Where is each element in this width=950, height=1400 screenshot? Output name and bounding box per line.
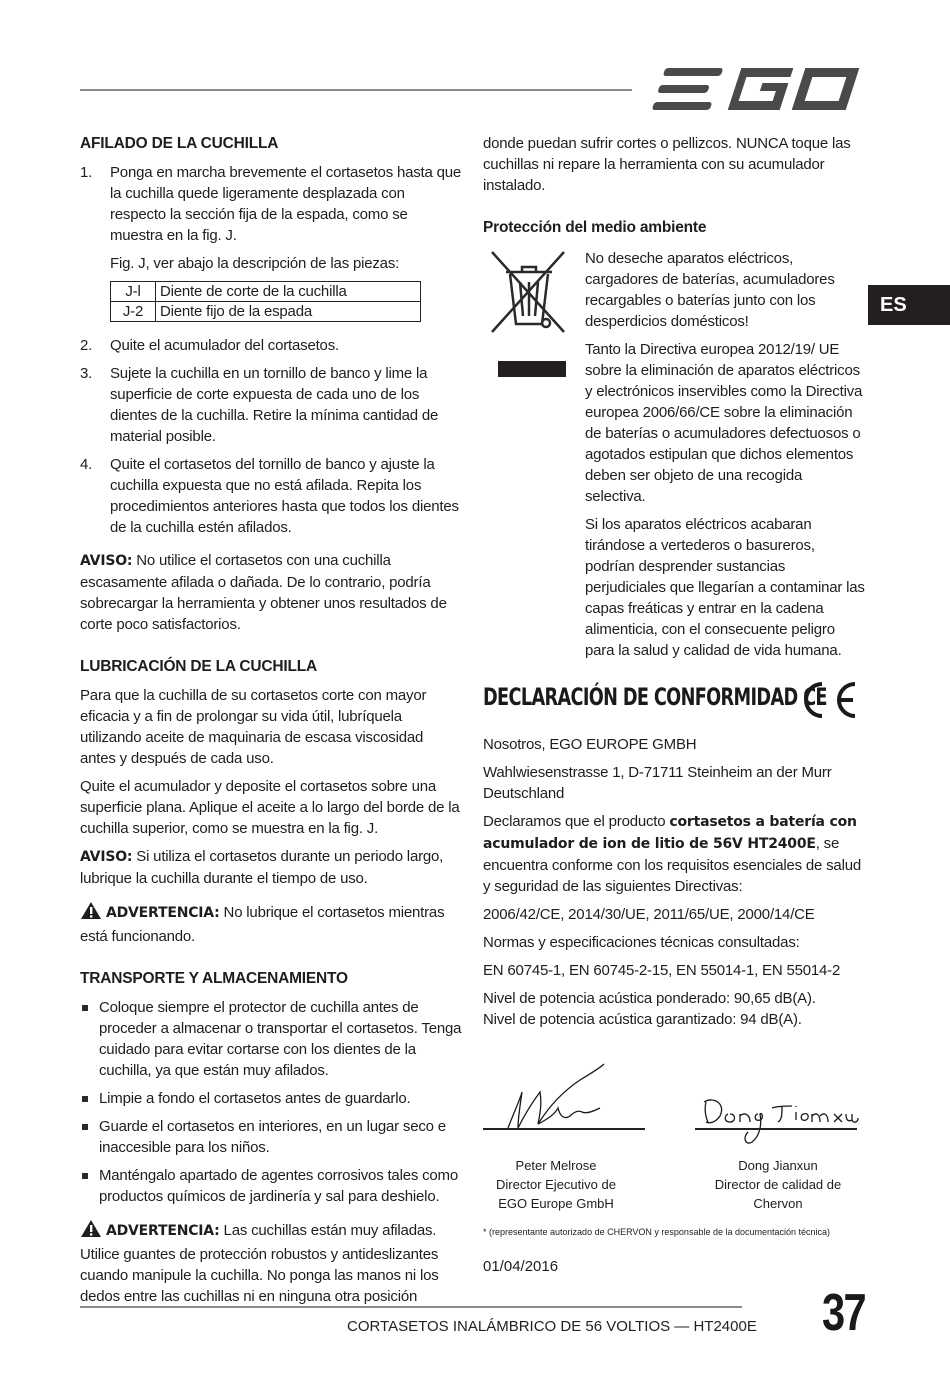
notice-text: No utilice el cortasetos con una cuchilla escasamente afilada o dañada. De lo contrario, podría sobrecargar la herramienta y obtener unos resultados de corte poco satisfactorios. — [80, 552, 447, 633]
warning-label: ADVERTENCIA: — [105, 1223, 220, 1239]
product-name: cortasetos a batería con acumulador de ion de litio de 56V HT2400E — [483, 814, 857, 852]
signature-line-1 — [483, 1128, 645, 1130]
transport-list — [80, 997, 462, 1207]
declaration-text: , se encuentra conforme con los requisitos esenciales de salud y seguridad de las siguientes Directivas: — [483, 835, 861, 895]
declaration-standards-label: Normas y especificaciones técnicas consultadas: — [483, 934, 800, 951]
declaration-text: Declaramos que el producto — [483, 813, 670, 830]
noise-weighted: Nivel de potencia acústica ponderado: 90,65 dB(A). — [483, 990, 816, 1007]
language-tab: ES — [868, 285, 950, 325]
signature-line-2 — [695, 1128, 857, 1130]
notice-label: AVISO: — [80, 849, 133, 865]
footer-title: CORTASETOS INALÁMBRICO DE 56 VOLTIOS — HT2400E — [347, 1318, 757, 1335]
signatory-org: EGO Europe GmbH — [498, 1196, 614, 1211]
footer-rule — [80, 1306, 742, 1308]
step-text: Ponga en marcha brevemente el cortasetos hasta que la cuchilla quede ligeramente desplazada con respecto la sección fija de la espada, como se muestra en la fig. J. — [110, 164, 462, 244]
step-number: 1. — [80, 164, 93, 181]
notice-text: Si utiliza el cortasetos durante un periodo largo, lubrique la cuchilla durante el tiempo de uso. — [80, 848, 444, 887]
warning-icon — [80, 901, 102, 926]
part-desc: Diente fijo de la espada — [156, 302, 421, 322]
signatory-2 — [690, 1156, 866, 1213]
signatory-role: Director Ejecutivo de — [496, 1177, 616, 1192]
declaration-title — [483, 683, 827, 711]
lube-paragraph-2: Quite el acumulador y deposite el cortasetos sobre una superficie plana. Aplique el aceite a lo largo del borde de la cuchilla superior, como se muestra en la fig. J. — [80, 778, 460, 837]
left-column — [80, 133, 462, 1314]
parts-table — [110, 281, 421, 322]
section-title-lube: LUBRICACIÓN DE LA CUCHILLA — [80, 658, 318, 675]
declaration-noise — [483, 988, 865, 1030]
step-1 — [80, 162, 462, 246]
step-number: 4. — [80, 456, 93, 473]
header-rule — [80, 89, 632, 91]
part-id: J-2 — [111, 302, 156, 322]
signatory-name: Peter Melrose — [515, 1158, 597, 1173]
notice-label: AVISO: — [80, 553, 133, 569]
notice-sharpen — [80, 550, 462, 635]
declaration-directives: 2006/42/CE, 2014/30/UE, 2011/65/UE, 2000/14/CE — [483, 906, 815, 923]
declaration-standards: EN 60745-1, EN 60745-2-15, EN 55014-1, EN 55014-2 — [483, 962, 841, 979]
step-text: Quite el acumulador del cortasetos. — [110, 337, 339, 354]
footnote: * (representante autorizado de CHERVON y responsable de la documentación técnica) — [483, 1227, 831, 1237]
declaration-paragraph-3 — [483, 811, 865, 897]
declaration-title-text: DECLARACIÓN DE CONFORMIDAD CE — [483, 683, 827, 711]
list-item: Guarde el cortasetos en interiores, en un lugar seco e inaccesible para los niños. — [80, 1116, 462, 1158]
ego-logo — [652, 66, 860, 112]
declaration-date: 01/04/2016 — [483, 1258, 559, 1275]
ce-mark-icon — [795, 680, 861, 720]
warning-label: ADVERTENCIA: — [105, 905, 220, 921]
step-text: Sujete la cuchilla en un tornillo de banco y lime la superficie de corte expuesta de cada uno de los dientes de la cuchilla. Retire la mínima cantidad de material posible. — [110, 365, 439, 445]
list-item: Manténgalo apartado de agentes corrosivos tales como productos químicos de jardinería y sal para deshielo. — [80, 1165, 462, 1207]
environment-paragraph-1: No deseche aparatos eléctricos, cargadores de baterías, acumuladores recargables o baterías junto con los desperdicios domésticos! — [585, 250, 835, 330]
lube-paragraph-1: Para que la cuchilla de su cortasetos corte con mayor eficacia y a fin de prolongar su vida útil, lubríquela utilizando aceite de maquinaria de escasa viscosidad antes y después de cada uso. — [80, 687, 427, 767]
section-title-transport: TRANSPORTE Y ALMACENAMIENTO — [80, 970, 348, 987]
continued-paragraph: donde puedan sufrir cortes o pellizcos. NUNCA toque las cuchillas ni repare la herramienta con su acumulador instalado. — [483, 135, 851, 194]
notice-lube — [80, 846, 462, 889]
signatory-role: Director de calidad de Chervon — [714, 1177, 842, 1211]
table-row — [111, 282, 421, 302]
step-2 — [80, 335, 462, 356]
warning-text: Las cuchillas están muy afiladas. Utilice guantes de protección robustos y antideslizantes cuando manipule la cuchilla. No ponga las manos ni los dedos entre las cuchillas ni en ninguna otra posición — [80, 1222, 439, 1305]
warning-transport — [80, 1219, 462, 1307]
warning-text: No lubrique el cortasetos mientras está funcionando. — [80, 904, 445, 945]
right-column-top — [483, 133, 863, 246]
environment-text — [585, 248, 865, 668]
section-title-sharpen: AFILADO DE LA CUCHILLA — [80, 135, 279, 152]
signature-melrose — [500, 1062, 620, 1134]
declaration-paragraph-2: Wahlwiesenstrasse 1, D-71711 Steinheim an der Murr Deutschland — [483, 764, 832, 802]
table-row — [111, 302, 421, 322]
crossed-bin-icon — [490, 250, 568, 378]
part-desc: Diente de corte de la cuchilla — [156, 282, 421, 302]
page-number: 37 — [822, 1284, 866, 1342]
warning-lube — [80, 901, 462, 947]
list-item: Coloque siempre el protector de cuchilla antes de proceder a almacenar o transportar el cortasetos. Tenga cuidado para evitar cortarse con los dientes de la cuchilla, ya que están muy afilados. — [80, 997, 462, 1081]
section-title-environment: Protección del medio ambiente — [483, 219, 707, 236]
environment-paragraph-3: Si los aparatos eléctricos acabaran tirándose a vertederos o basureros, podrían desprender sustancias perjudiciales que llegarían a contaminar las capas freáticas y entrar en la cadena alimenticia, con el consecuente peligro para la salud y calidad de vida humana. — [585, 516, 865, 659]
step-number: 3. — [80, 365, 93, 382]
declaration-body — [483, 734, 865, 1037]
step-3 — [80, 363, 462, 447]
signatory-name: Dong Jianxun — [738, 1158, 818, 1173]
step-text: Quite el cortasetos del tornillo de banco y ajuste la cuchilla expuesta que no está afilada. Repita los procedimientos anteriores hasta que todos los dientes de la cuchilla estén afilados. — [110, 456, 459, 536]
part-id: J-l — [111, 282, 156, 302]
step-number: 2. — [80, 337, 93, 354]
sharpen-steps-cont — [80, 335, 462, 538]
list-item: Limpie a fondo el cortasetos antes de guardarlo. — [80, 1088, 462, 1109]
noise-guaranteed: Nivel de potencia acústica garantizado: 94 dB(A). — [483, 1011, 802, 1028]
warning-icon — [80, 1219, 102, 1244]
sharpen-steps — [80, 162, 462, 246]
fig-note: Fig. J, ver abajo la descripción de las piezas: — [110, 255, 400, 272]
signature-dong — [700, 1092, 860, 1148]
declaration-paragraph-1: Nosotros, EGO EUROPE GMBH — [483, 736, 697, 753]
environment-paragraph-2: Tanto la Directiva europea 2012/19/ UE sobre la eliminación de aparatos eléctricos y electrónicos inservibles como la Directiva europea 2006/66/CE sobre la eliminación de baterías o acumuladores defectuosos o agotados estipulan que dichos elementos deben ser objeto de una recogida selectiva. — [585, 341, 863, 505]
step-4 — [80, 454, 462, 538]
signatory-1 — [483, 1156, 629, 1213]
